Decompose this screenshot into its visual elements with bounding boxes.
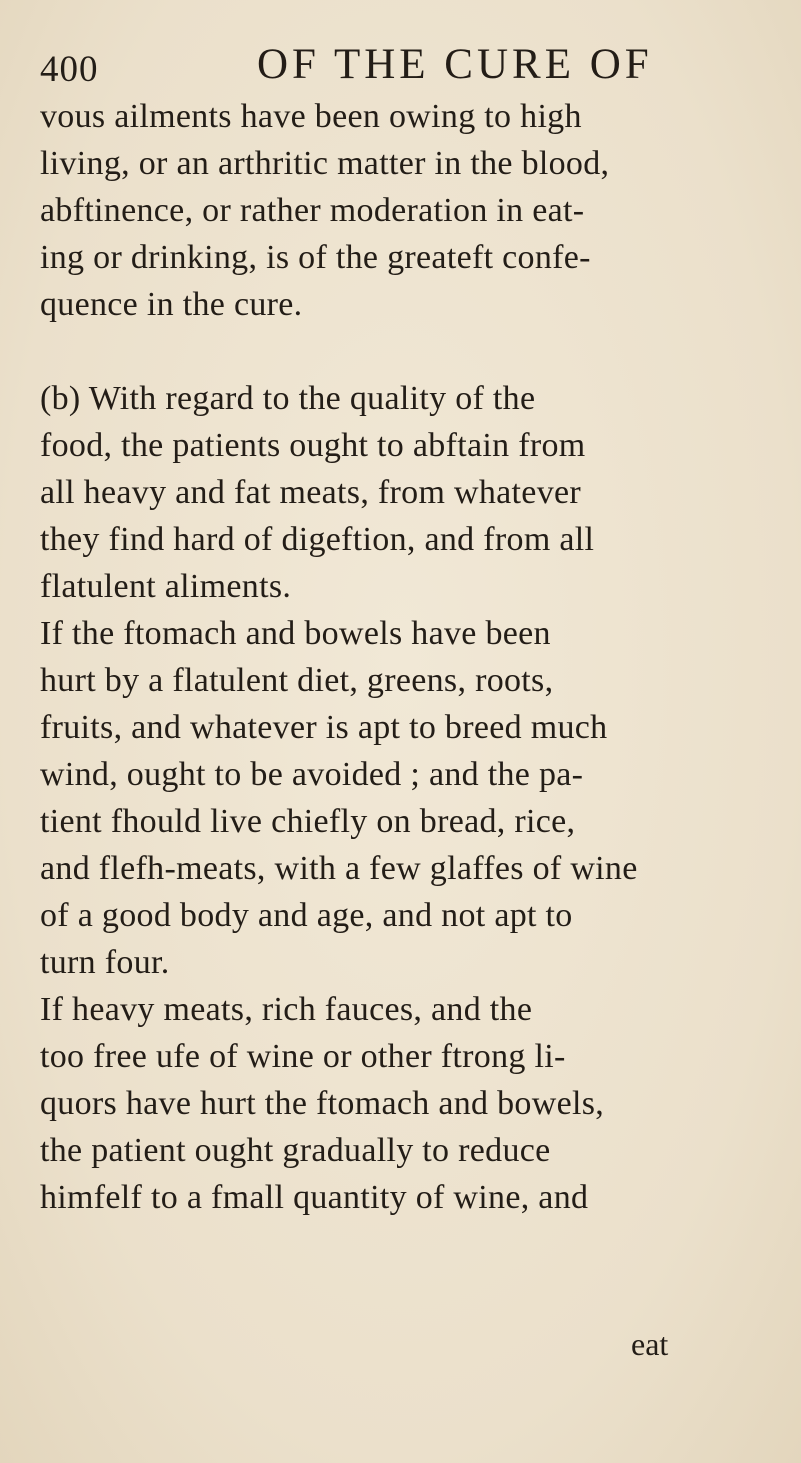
text-line: and flefh-meats, with a few glaffes of wine	[40, 850, 638, 887]
text-line: tient fhould live chiefly on bread, rice,	[40, 803, 576, 840]
text-line: quors have hurt the ftomach and bowels,	[40, 1085, 605, 1122]
catchword: eat	[631, 1326, 669, 1362]
text-line: living, or an arthritic matter in the blood,	[40, 145, 610, 182]
text-line: food, the patients ought to abftain from	[40, 427, 586, 464]
text-line: turn four.	[40, 944, 170, 981]
running-head: OF THE CURE OF	[257, 41, 653, 88]
text-line: If the ftomach and bowels have been	[40, 615, 551, 652]
text-line: quence in the cure.	[40, 286, 303, 323]
text-line: If heavy meats, rich fauces, and the	[40, 991, 533, 1028]
text-line: himfelf to a fmall quantity of wine, and	[40, 1179, 589, 1216]
text-line: abftinence, or rather moderation in eat-	[40, 192, 585, 229]
text-line: they find hard of digeftion, and from all	[40, 521, 595, 558]
text-line: of a good body and age, and not apt to	[40, 897, 573, 934]
text-line: fruits, and whatever is apt to breed much	[40, 709, 608, 746]
page-number: 400	[40, 49, 99, 90]
text-line: hurt by a flatulent diet, greens, roots,	[40, 662, 554, 699]
text-line: too free ufe of wine or other ftrong li-	[40, 1038, 566, 1075]
text-line: (b) With regard to the quality of the	[40, 380, 536, 417]
text-line: the patient ought gradually to reduce	[40, 1132, 551, 1169]
text-line: flatulent aliments.	[40, 568, 292, 605]
text-line: wind, ought to be avoided ; and the pa-	[40, 756, 584, 793]
text-line: vous ailments have been owing to high	[40, 98, 582, 135]
text-line: all heavy and fat meats, from whatever	[40, 474, 582, 511]
page-header	[40, 36, 740, 96]
text-line: ing or drinking, is of the greateft confe-	[40, 239, 591, 276]
